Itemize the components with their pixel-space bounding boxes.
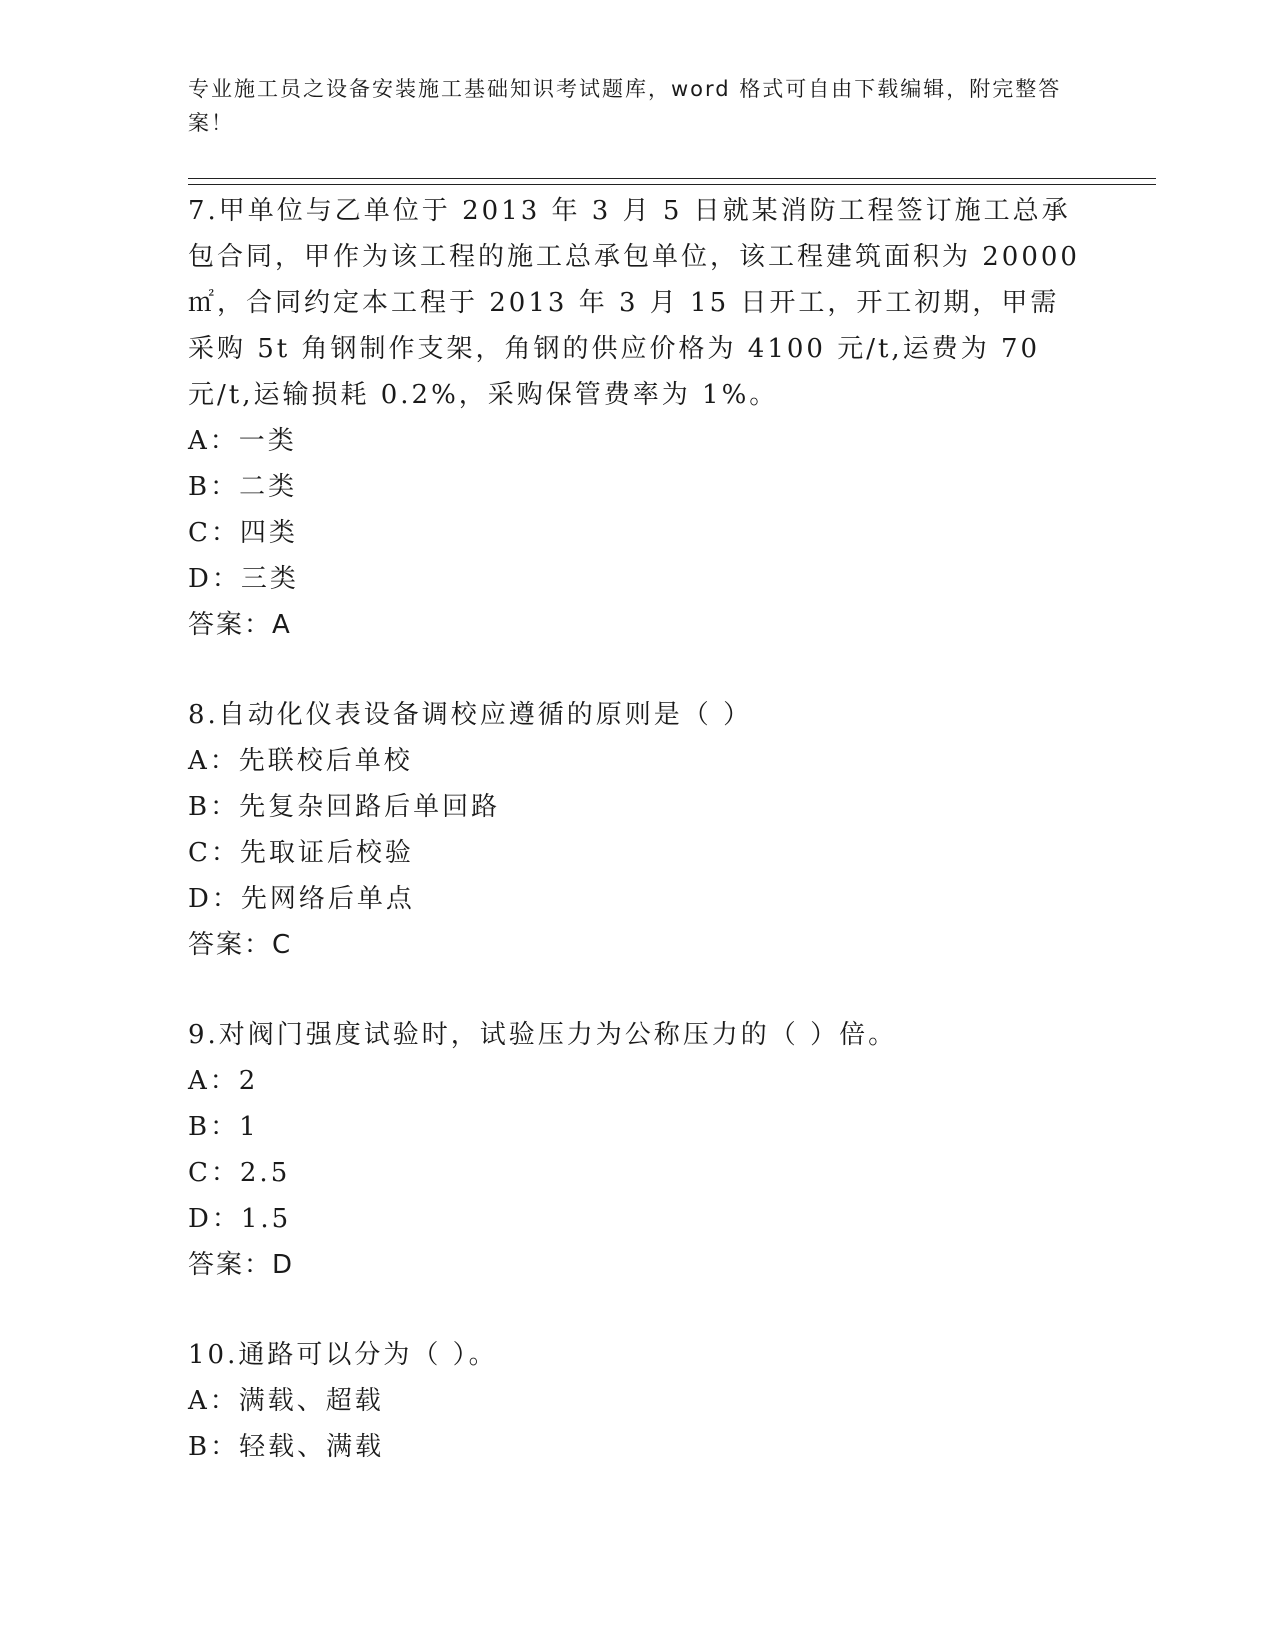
question-stem: 10.通路可以分为（ ）。 [188,1340,498,1370]
option-b: B：先复杂回路后单回路 [188,792,501,822]
question-stem: 8.自动化仪表设备调校应遵循的原则是（ ） [188,700,753,730]
answer-line: 答案：D [188,1250,295,1280]
option-a: A：满载、超载 [188,1386,384,1416]
question-10 [188,1332,1088,1470]
option-c: C：四类 [188,518,298,548]
question-8 [188,692,1088,968]
option-d: D：三类 [188,564,299,594]
question-stem: 9.对阀门强度试验时，试验压力为公称压力的（ ）倍。 [188,1020,898,1050]
option-c: C：先取证后校验 [188,838,414,868]
option-b: B：1 [188,1112,259,1142]
option-d: D：1.5 [188,1204,292,1234]
option-a: A：2 [188,1066,259,1096]
option-a: A：一类 [188,426,297,456]
question-stem: 7.甲单位与乙单位于 2013 年 3 月 5 日就某消防工程签订施工总承包合同，甲作为该工程的施工总承包单位，该工程建筑面积为 20000㎡，合同约定本工程于 2013 年 3 月 15 日开工，开工初期，甲需采购 5t 角钢制作支架，角钢的供应价格为 4100 元/t,运费为 70 元/t,运输损耗 0.2%，采购保管费率为 1%。 [188,196,1080,410]
header-divider-top [188,178,1156,179]
option-b: B：二类 [188,472,298,502]
document-header: 专业施工员之设备安装施工基础知识考试题库，word 格式可自由下载编辑，附完整答案！ [188,77,1062,135]
answer-line: 答案：C [188,930,293,960]
option-d: D：先网络后单点 [188,884,415,914]
question-9 [188,1012,1088,1288]
question-7 [188,188,1088,648]
option-a: A：先联校后单校 [188,746,413,776]
answer-line: 答案：A [188,610,292,640]
header-divider-bottom [188,184,1156,185]
option-b: B：轻载、满载 [188,1432,385,1462]
option-c: C：2.5 [188,1158,291,1188]
